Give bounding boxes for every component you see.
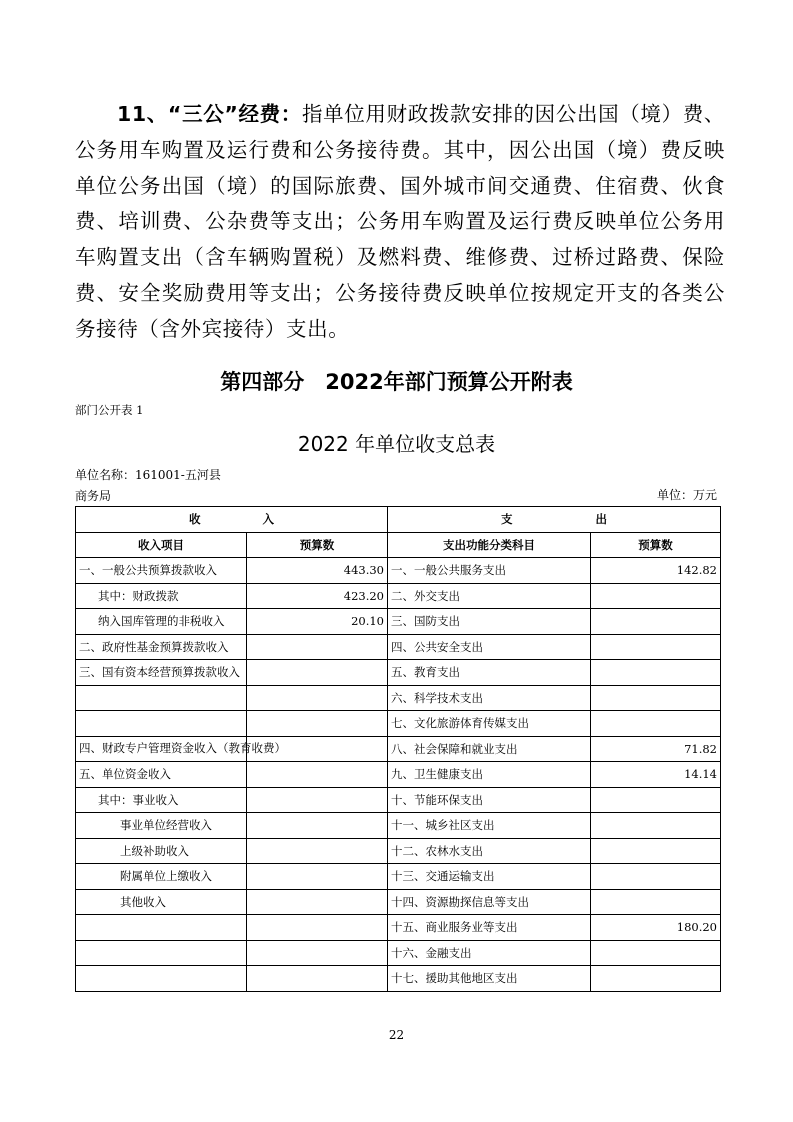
income-value bbox=[247, 711, 388, 737]
income-item: 五、单位资金收入 bbox=[76, 762, 247, 788]
three-public-expenses-paragraph bbox=[75, 97, 725, 348]
table-row bbox=[76, 940, 721, 966]
expense-value bbox=[591, 787, 721, 813]
expense-value bbox=[591, 583, 721, 609]
table-title: 2022 年单位收支总表 bbox=[297, 432, 496, 456]
paragraph-body: 指单位用财政拨款安排的因公出国（境）费、公务用车购置及运行费和公务接待费。其中，因公出国（境）费反映单位公务出国（境）的国际旅费、国外城市间交通费、住宿费、伙食费、培训费、公杂费等支出；公务用车购置及运行费反映单位公务用车购置支出（含车辆购置税）及燃料费、维修费、过桥过路费、保险费、安全奖励费用等支出；公务接待费反映单位按规定开支的各类公务接待（含外宾接待）支出。 bbox=[75, 102, 725, 341]
income-value: 20.10 bbox=[247, 609, 388, 635]
table-label: 部门公开表 1 bbox=[75, 403, 144, 417]
expense-value bbox=[591, 634, 721, 660]
income-item bbox=[76, 915, 247, 941]
expense-item: 七、文化旅游体育传媒支出 bbox=[388, 711, 591, 737]
income-item bbox=[76, 711, 247, 737]
table-row bbox=[76, 609, 721, 635]
group-header-row bbox=[76, 507, 721, 533]
expense-value bbox=[591, 711, 721, 737]
expense-item: 五、教育支出 bbox=[388, 660, 591, 686]
income-item: 四、财政专户管理资金收入（教育收费） bbox=[76, 736, 247, 762]
income-item: 上级补助收入 bbox=[76, 838, 247, 864]
expense-item: 十、节能环保支出 bbox=[388, 787, 591, 813]
table-row bbox=[76, 966, 721, 992]
expense-item: 六、科学技术支出 bbox=[388, 685, 591, 711]
page-number: 22 bbox=[388, 1028, 405, 1042]
unit-name: 单位名称：161001-五河县商务局 bbox=[75, 468, 221, 503]
expense-item: 二、外交支出 bbox=[388, 583, 591, 609]
income-item: 三、国有资本经营预算拨款收入 bbox=[76, 660, 247, 686]
table-row bbox=[76, 787, 721, 813]
income-item: 附属单位上缴收入 bbox=[76, 864, 247, 890]
budget-summary-table bbox=[75, 506, 721, 992]
table-row bbox=[76, 736, 721, 762]
income-value bbox=[247, 813, 388, 839]
income-value: 443.30 bbox=[247, 558, 388, 584]
table-row bbox=[76, 634, 721, 660]
table-row bbox=[76, 915, 721, 941]
table-row bbox=[76, 838, 721, 864]
expense-item: 九、卫生健康支出 bbox=[388, 762, 591, 788]
expense-group-char-2: 出 bbox=[595, 512, 607, 527]
income-value bbox=[247, 915, 388, 941]
expense-value bbox=[591, 813, 721, 839]
expense-value: 71.82 bbox=[591, 736, 721, 762]
expense-value bbox=[591, 889, 721, 915]
col-income-item: 收入项目 bbox=[76, 532, 247, 558]
expense-item: 十三、交通运输支出 bbox=[388, 864, 591, 890]
expense-value bbox=[591, 864, 721, 890]
income-item: 一、一般公共预算拨款收入 bbox=[76, 558, 247, 584]
income-group-header bbox=[76, 507, 388, 533]
income-value bbox=[247, 787, 388, 813]
table-row bbox=[76, 864, 721, 890]
income-item bbox=[76, 685, 247, 711]
income-item: 事业单位经营收入 bbox=[76, 813, 247, 839]
table-row bbox=[76, 685, 721, 711]
income-value bbox=[247, 634, 388, 660]
expense-value bbox=[591, 838, 721, 864]
income-value bbox=[247, 864, 388, 890]
table-row bbox=[76, 813, 721, 839]
unit-money: 单位：万元 bbox=[656, 488, 717, 502]
table-row bbox=[76, 660, 721, 686]
expense-item: 三、国防支出 bbox=[388, 609, 591, 635]
table-row bbox=[76, 762, 721, 788]
expense-group-header bbox=[388, 507, 721, 533]
income-value bbox=[247, 660, 388, 686]
income-value bbox=[247, 685, 388, 711]
expense-item: 一、一般公共服务支出 bbox=[388, 558, 591, 584]
col-income-budget: 预算数 bbox=[247, 532, 388, 558]
expense-value: 180.20 bbox=[591, 915, 721, 941]
income-group-char-2: 入 bbox=[262, 512, 274, 527]
expense-item: 十五、商业服务业等支出 bbox=[388, 915, 591, 941]
part-title: 第四部分 2022年部门预算公开附表 bbox=[220, 370, 573, 394]
table-row bbox=[76, 711, 721, 737]
expense-item: 八、社会保障和就业支出 bbox=[388, 736, 591, 762]
expense-item: 十六、金融支出 bbox=[388, 940, 591, 966]
expense-value bbox=[591, 660, 721, 686]
table-row bbox=[76, 558, 721, 584]
income-item: 其中：财政拨款 bbox=[76, 583, 247, 609]
expense-value: 142.82 bbox=[591, 558, 721, 584]
expense-item: 十四、资源勘探信息等支出 bbox=[388, 889, 591, 915]
col-expense-item: 支出功能分类科目 bbox=[388, 532, 591, 558]
expense-value bbox=[591, 940, 721, 966]
column-header-row bbox=[76, 532, 721, 558]
col-expense-budget: 预算数 bbox=[591, 532, 721, 558]
income-value bbox=[247, 966, 388, 992]
expense-item: 十一、城乡社区支出 bbox=[388, 813, 591, 839]
income-item: 其中：事业收入 bbox=[76, 787, 247, 813]
income-value bbox=[247, 940, 388, 966]
expense-item: 十七、援助其他地区支出 bbox=[388, 966, 591, 992]
income-item: 其他收入 bbox=[76, 889, 247, 915]
expense-value bbox=[591, 685, 721, 711]
paragraph-heading: 11、“三公”经费： bbox=[117, 102, 302, 126]
income-value: 423.20 bbox=[247, 583, 388, 609]
income-value bbox=[247, 838, 388, 864]
income-item bbox=[76, 966, 247, 992]
income-value bbox=[247, 889, 388, 915]
expense-item: 四、公共安全支出 bbox=[388, 634, 591, 660]
table-row bbox=[76, 889, 721, 915]
income-item: 二、政府性基金预算拨款收入 bbox=[76, 634, 247, 660]
income-value bbox=[247, 762, 388, 788]
expense-value: 14.14 bbox=[591, 762, 721, 788]
table-row bbox=[76, 583, 721, 609]
expense-group-char-1: 支 bbox=[501, 512, 513, 527]
income-group-char-1: 收 bbox=[189, 512, 201, 527]
expense-value bbox=[591, 609, 721, 635]
income-item: 纳入国库管理的非税收入 bbox=[76, 609, 247, 635]
expense-value bbox=[591, 966, 721, 992]
expense-item: 十二、农林水支出 bbox=[388, 838, 591, 864]
income-item bbox=[76, 940, 247, 966]
